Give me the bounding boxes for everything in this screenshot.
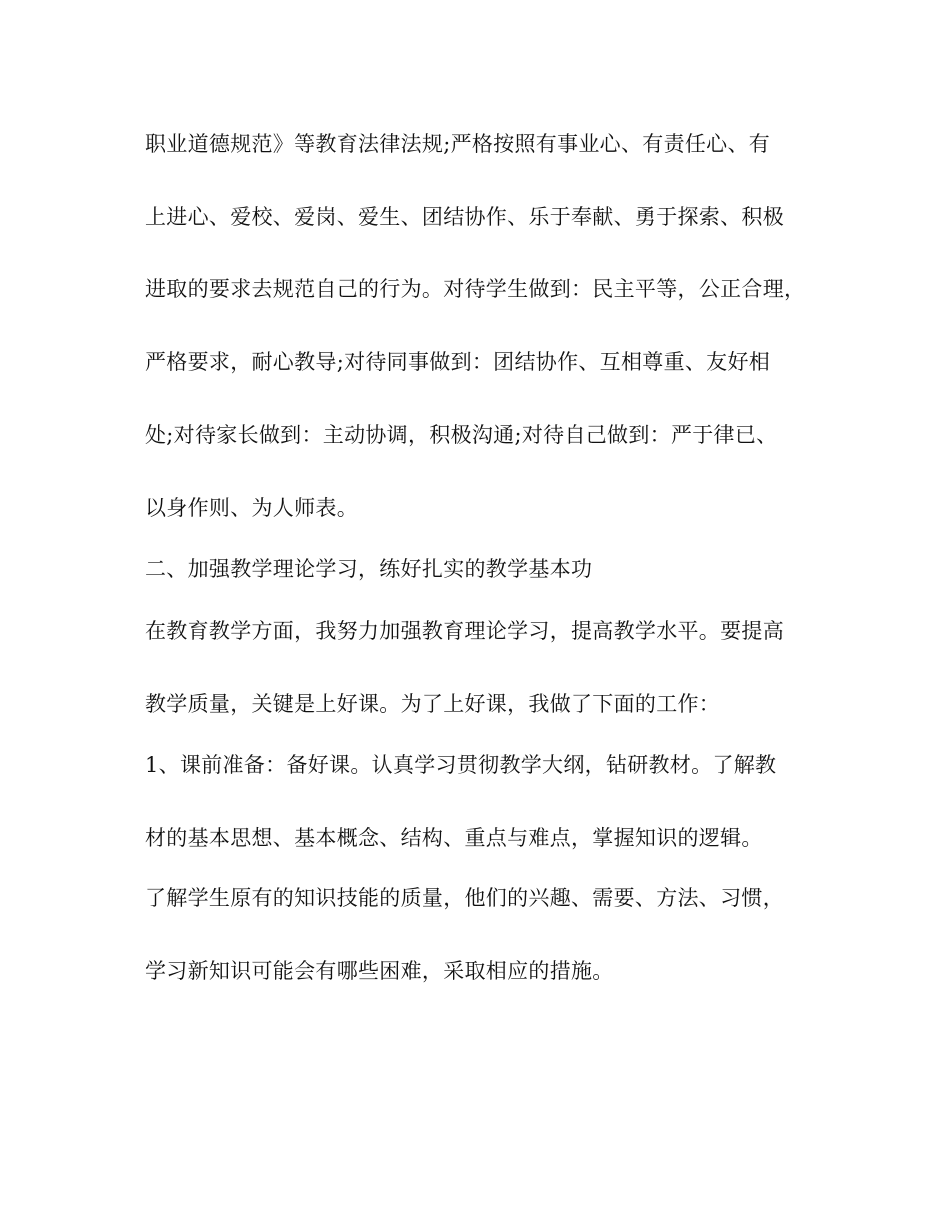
list-item-line: 1、课前准备：备好课。认真学习贯彻教学大纲，钻研教材。了解教 <box>145 753 777 777</box>
paragraph-line: 了解学生原有的知识技能的质量，他们的兴趣、需要、方法、习惯， <box>145 886 784 910</box>
paragraph-line: 处;对待家长做到：主动协调，积极沟通;对待自己做到：严于律已、 <box>145 423 778 447</box>
paragraph-line: 以身作则、为人师表。 <box>145 496 358 520</box>
paragraph-line: 职业道德规范》等教育法律法规;严格按照有事业心、有责任心、有 <box>145 132 771 156</box>
paragraph-line: 教学质量，关键是上好课。为了上好课，我做了下面的工作： <box>145 692 721 716</box>
paragraph-line: 材的基本思想、基本概念、结构、重点与难点，掌握知识的逻辑。 <box>145 826 763 850</box>
paragraph-line: 进取的要求去规范自己的行为。对待学生做到：民主平等，公正合理， <box>145 277 806 301</box>
paragraph-line: 严格要求，耐心教导;对待同事做到：团结协作、互相尊重、友好相 <box>145 350 771 374</box>
paragraph-line: 在教育教学方面，我努力加强教育理论学习，提高教学水平。要提高 <box>145 619 784 643</box>
paragraph-line: 学习新知识可能会有哪些困难，采取相应的措施。 <box>145 959 614 983</box>
section-heading: 二、加强教学理论学习，练好扎实的教学基本功 <box>145 557 593 581</box>
paragraph-line: 上进心、爱校、爱岗、爱生、团结协作、乐于奉献、勇于探索、积极 <box>145 205 784 229</box>
